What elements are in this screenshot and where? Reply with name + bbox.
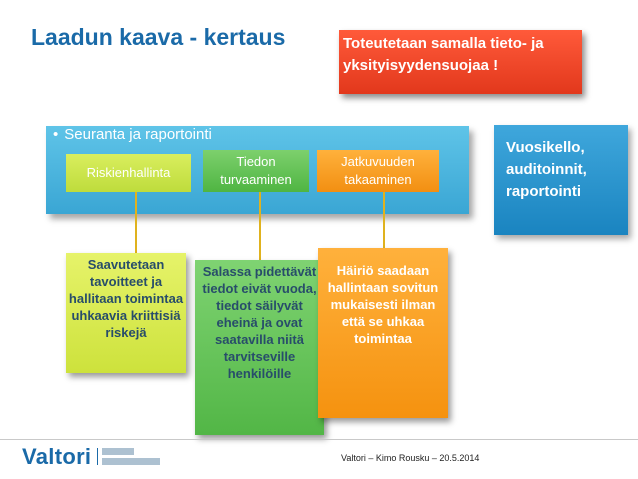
logo-tagline-line-1: [102, 448, 134, 455]
bullet-icon: •: [53, 126, 59, 143]
card-continuity: Häiriö saadaan hallintaan sovitun mukaisesti ilman että se uhkaa toimintaa: [318, 248, 448, 418]
connector-line-continuity: [383, 192, 385, 249]
card-information-security: Salassa pidettävät tiedot eivät vuoda, tiedot säilyvät eheinä ja ovat saatavilla niitä tarvitseville henkilöille: [195, 260, 324, 435]
logo-tagline-line-2: [102, 458, 160, 465]
card-risk-management: Saavutetaan tavoitteet ja hallitaan toimintaa uhkaavia kriittisiä riskejä: [66, 253, 186, 373]
callout-privacy-note: Toteutetaan samalla tieto- ja yksityisyydensuojaa !: [339, 30, 582, 94]
monitoring-band-label: [53, 126, 212, 143]
pill-information-security: Tiedon turvaaminen: [203, 150, 309, 192]
pill-risk-management: Riskienhallinta: [66, 154, 191, 192]
monitoring-band-text: Seuranta ja raportointi: [64, 126, 212, 143]
page-title: Laadun kaava - kertaus: [31, 24, 286, 50]
valtori-logo: Valtori: [22, 444, 92, 469]
connector-line-information-security: [259, 192, 261, 261]
side-box-annual-clock: Vuosikello, auditoinnit, raportointi: [494, 125, 628, 235]
logo-separator: [97, 448, 98, 465]
footer-divider: [0, 439, 638, 440]
connector-line-risk: [135, 192, 137, 254]
pill-continuity: Jatkuvuuden takaaminen: [317, 150, 439, 192]
footer-credit: Valtori – Kimo Rousku – 20.5.2014: [341, 453, 480, 463]
